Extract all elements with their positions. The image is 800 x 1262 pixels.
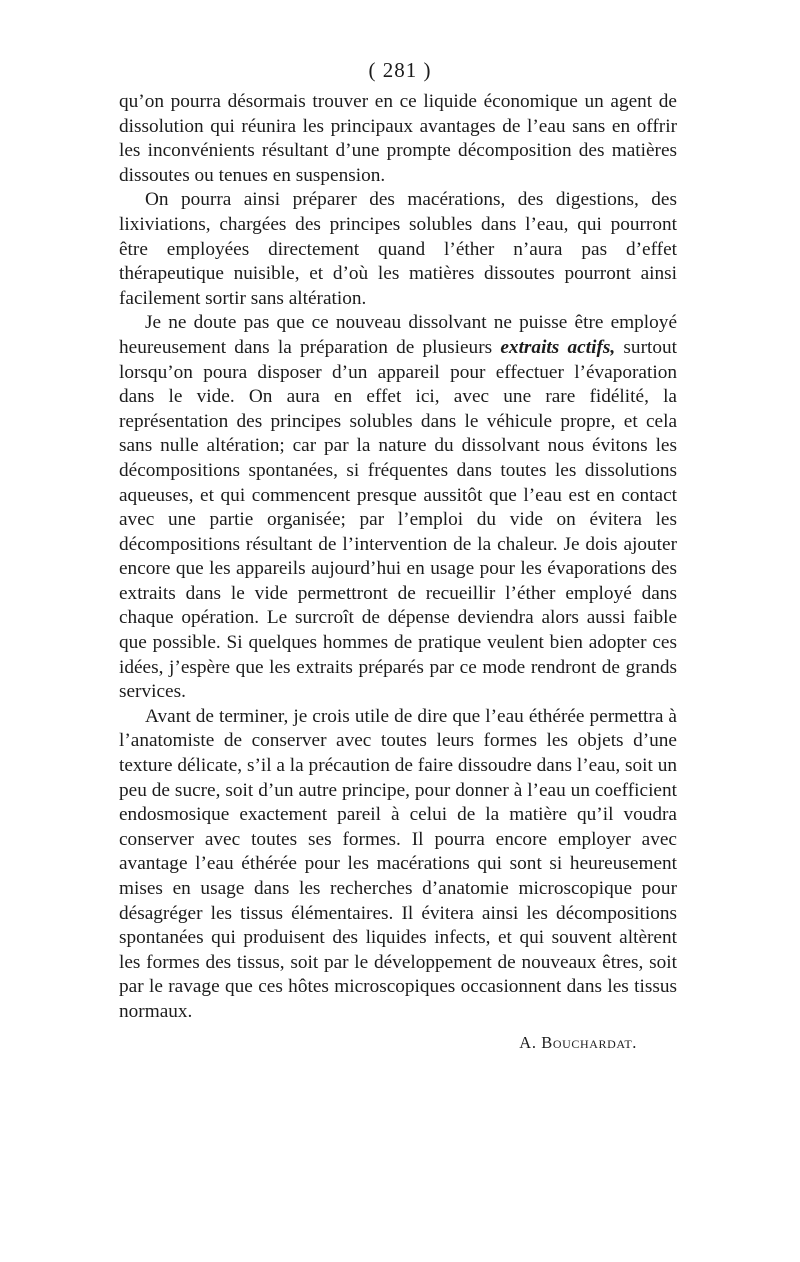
- paragraph-4: Avant de terminer, je crois utile de dire que l’eau éthérée permettra à l’anatomiste de conserver avec toutes leurs formes les objets d’une texture délicate, s’il a la précaution de faire dissoudre dans l’eau, soit un peu de sucre, soit d’un autre principe, pour donner à l’eau un coefficient endosmosique exactement pareil à celui de la matière qu’il voudra conserver avec toutes ses formes. Il pourra encore employer avec avantage l’eau éthérée pour les macérations qui sont si heureusement mises en usage dans les recherches d’anatomie microscopique pour désagréger les tissus élémentaires. Il évitera ainsi les décompositions spontanées qui produisent des liquides infects, et qui souvent altèrent les formes des tissus, soit par le développement de nouveaux êtres, soit par le ravage que ces hôtes microscopiques occasionnent dans les tissus normaux.: [119, 705, 677, 1022]
- body-text: [119, 90, 677, 1055]
- author-signature: [119, 1031, 637, 1056]
- signature-text: A. Bouchardat.: [519, 1032, 637, 1052]
- paragraph-2: On pourra ainsi préparer des macérations, des digestions, des lixiviations, chargées des principes solubles dans l’eau, qui pourront être employées directement quand l’éther n’aura pas d’effet thérapeutique nuisible, et d’où les matières dissoutes pourront ainsi facilement sortir sans altération.: [119, 189, 677, 309]
- paragraph-3-text-b: surtout lorsqu’on poura disposer d’un appareil pour effectuer l’évaporation dans le vide. On aura en effet ici, avec une rare fidélité, la représentation des principes solubles dans le véhicule propre, et cela sans nulle altération; car par la nature du dissolvant nous évitons les décompositions spontanées, si fréquentes dans toutes les dissolutions aqueuses, et qui commencent presque aussitôt que l’eau est en contact avec une partie organisée; par l’emploi du vide on évitera les décompositions résultant de l’intervention de la chaleur. Je dois ajouter encore que les appareils aujourd’hui en usage pour les évaporations des extraits dans le vide permettront de recueillir l’éther employé dans chaque opération. Le surcroît de dépense deviendra alors aussi faible que possible. Si quelques hommes de pratique veulent bien adopter ces idées, j’espère que les extraits préparés par ce mode rendront de grands services.: [119, 336, 677, 703]
- paragraph-1: qu’on pourra désormais trouver en ce liquide économique un agent de dissolution qui réunira les principaux avantages de l’eau sans en offrir les inconvénients résultant d’une prompte décomposition des matières dissoutes ou tenues en suspension.: [119, 91, 677, 186]
- page-number: ( 281 ): [368, 58, 432, 82]
- paragraph-3-text-a: Je ne doute pas que ce nouveau dissolvant ne puisse être employé heureusement dans la préparation de plusieurs: [119, 312, 677, 358]
- paragraph-3: [119, 311, 677, 705]
- emphasized-term: extraits actifs,: [500, 336, 616, 358]
